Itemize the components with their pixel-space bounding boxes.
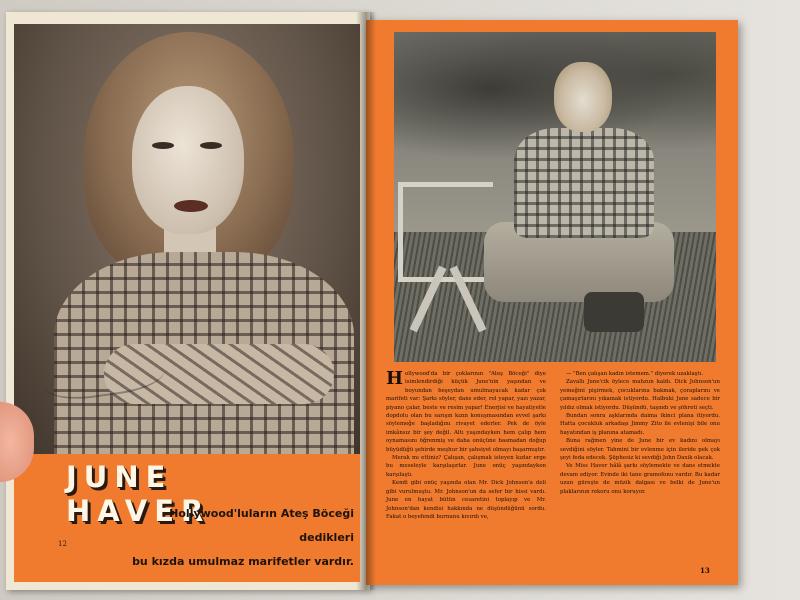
article-paragraph: Kendi gibi onüç yaşında olan Mr. Dick Johnson'a deli gibi vurulmuştu. Mr. Johnson'un da sefer bir hissi vardı. June en hayat bütün cesaretini toplayıp ve Mr. Johnson'dan kendisi hakkında ne düşündüğünü sordu. Fakat o beyefendi burnunu kıvırdı ve, [386, 480, 546, 520]
article-tagline [120, 502, 354, 574]
article-paragraph: Ve Miss Haver hâlâ şarkı söylemekte ve dans etmekte devam ediyor. Evinde iki tane gramofonu vardır. Bu kadar uzun güreşte de müzik dalgası ve belki de June'un plaklarının rekoru onu koruyor. [560, 463, 720, 495]
photo-person-boot [584, 292, 644, 332]
left-page-number: 12 [58, 540, 67, 548]
portrait-mouth [174, 200, 208, 212]
directors-chair [398, 182, 493, 282]
article-paragraph: Bundan sonra aşklarında daima ikinci plana itiyordu. Hatta çocukluk arkadaşı Jimmy Zito ile evlenişi bile onu hayatından iş planına atamadı. [560, 413, 720, 436]
drop-cap: H [386, 368, 404, 389]
article-body [386, 370, 722, 578]
tagline-line-1: Hollywood'luların Ateş Böceği dedikleri [169, 507, 354, 544]
article-paragraph: ollywood'da bir çoklarının "Ateş Böceği" diye isimlendirdiği küçük June'nin yaşından ve boyundan beşeydan umulmayacak kadar çok marifeti var: Şarkı söyler, dans eder, rol yapar, yazı yazar, piyano çalar, beste ve resim yapar! Enerjisi ve hayatiyetle dopdolu olan bu sarışın kızın konuşmasından evvel şarkı söylemeğe başladığını rivayet ederler. Pek de öyle imkânsız bir şey değil. Altı yaşındayken hem çalıp hem oynamasını öğrenmiş ve daha onüçüne basmadan doğup büyüdüğü şehirde meşhur bir şahsiyet olmayı başarmıştır. [386, 371, 546, 453]
tagline-line-2: bu kızda umulmaz marifetler vardır. [132, 555, 354, 568]
photo-person-head [554, 62, 612, 132]
june-haver-portrait-photo [14, 24, 360, 454]
portrait-right-eye [200, 142, 222, 149]
photo-person-plaid-shirt [514, 128, 654, 238]
june-haver-chair-photo [394, 32, 716, 362]
article-column-1 [386, 370, 546, 521]
article-paragraph: Merak mı ettiniz? Çalışan, çalışmak isteyen kızlar erge bu meseleyle karşılaşırlar. June onüç yaşındayken karşılaştı. [386, 455, 546, 478]
article-title: JUNE HAVER [66, 460, 211, 528]
article-paragraph: Buna rağmen yine de June bir ev kadını olmayı sevdiğini söyler. Tahmini bir evlenme için ileride pek çok şeyi feda edecek. Şüphesiz ki sevdiği John Daxik olacak. [560, 438, 720, 462]
article-paragraph: — "Ben çalışan kadın istemem." diyerek uzaklaştı. [566, 371, 704, 377]
article-paragraph: Zavallı June'cik öylece mahzun kaldı. Dick Johnson'un yemeğini pişirmek, çocuklarına bakmak, çoraplarını ve çamaşırlarını yıkamak istiyordu. Halbuki June sadece bir yıldız olmak istiyordu. Düşündü, taşındı ve şöhreti seçti. [560, 379, 720, 411]
portrait-left-eye [152, 142, 174, 149]
article-column-2 [560, 370, 720, 496]
right-page-number: 13 [700, 566, 710, 575]
